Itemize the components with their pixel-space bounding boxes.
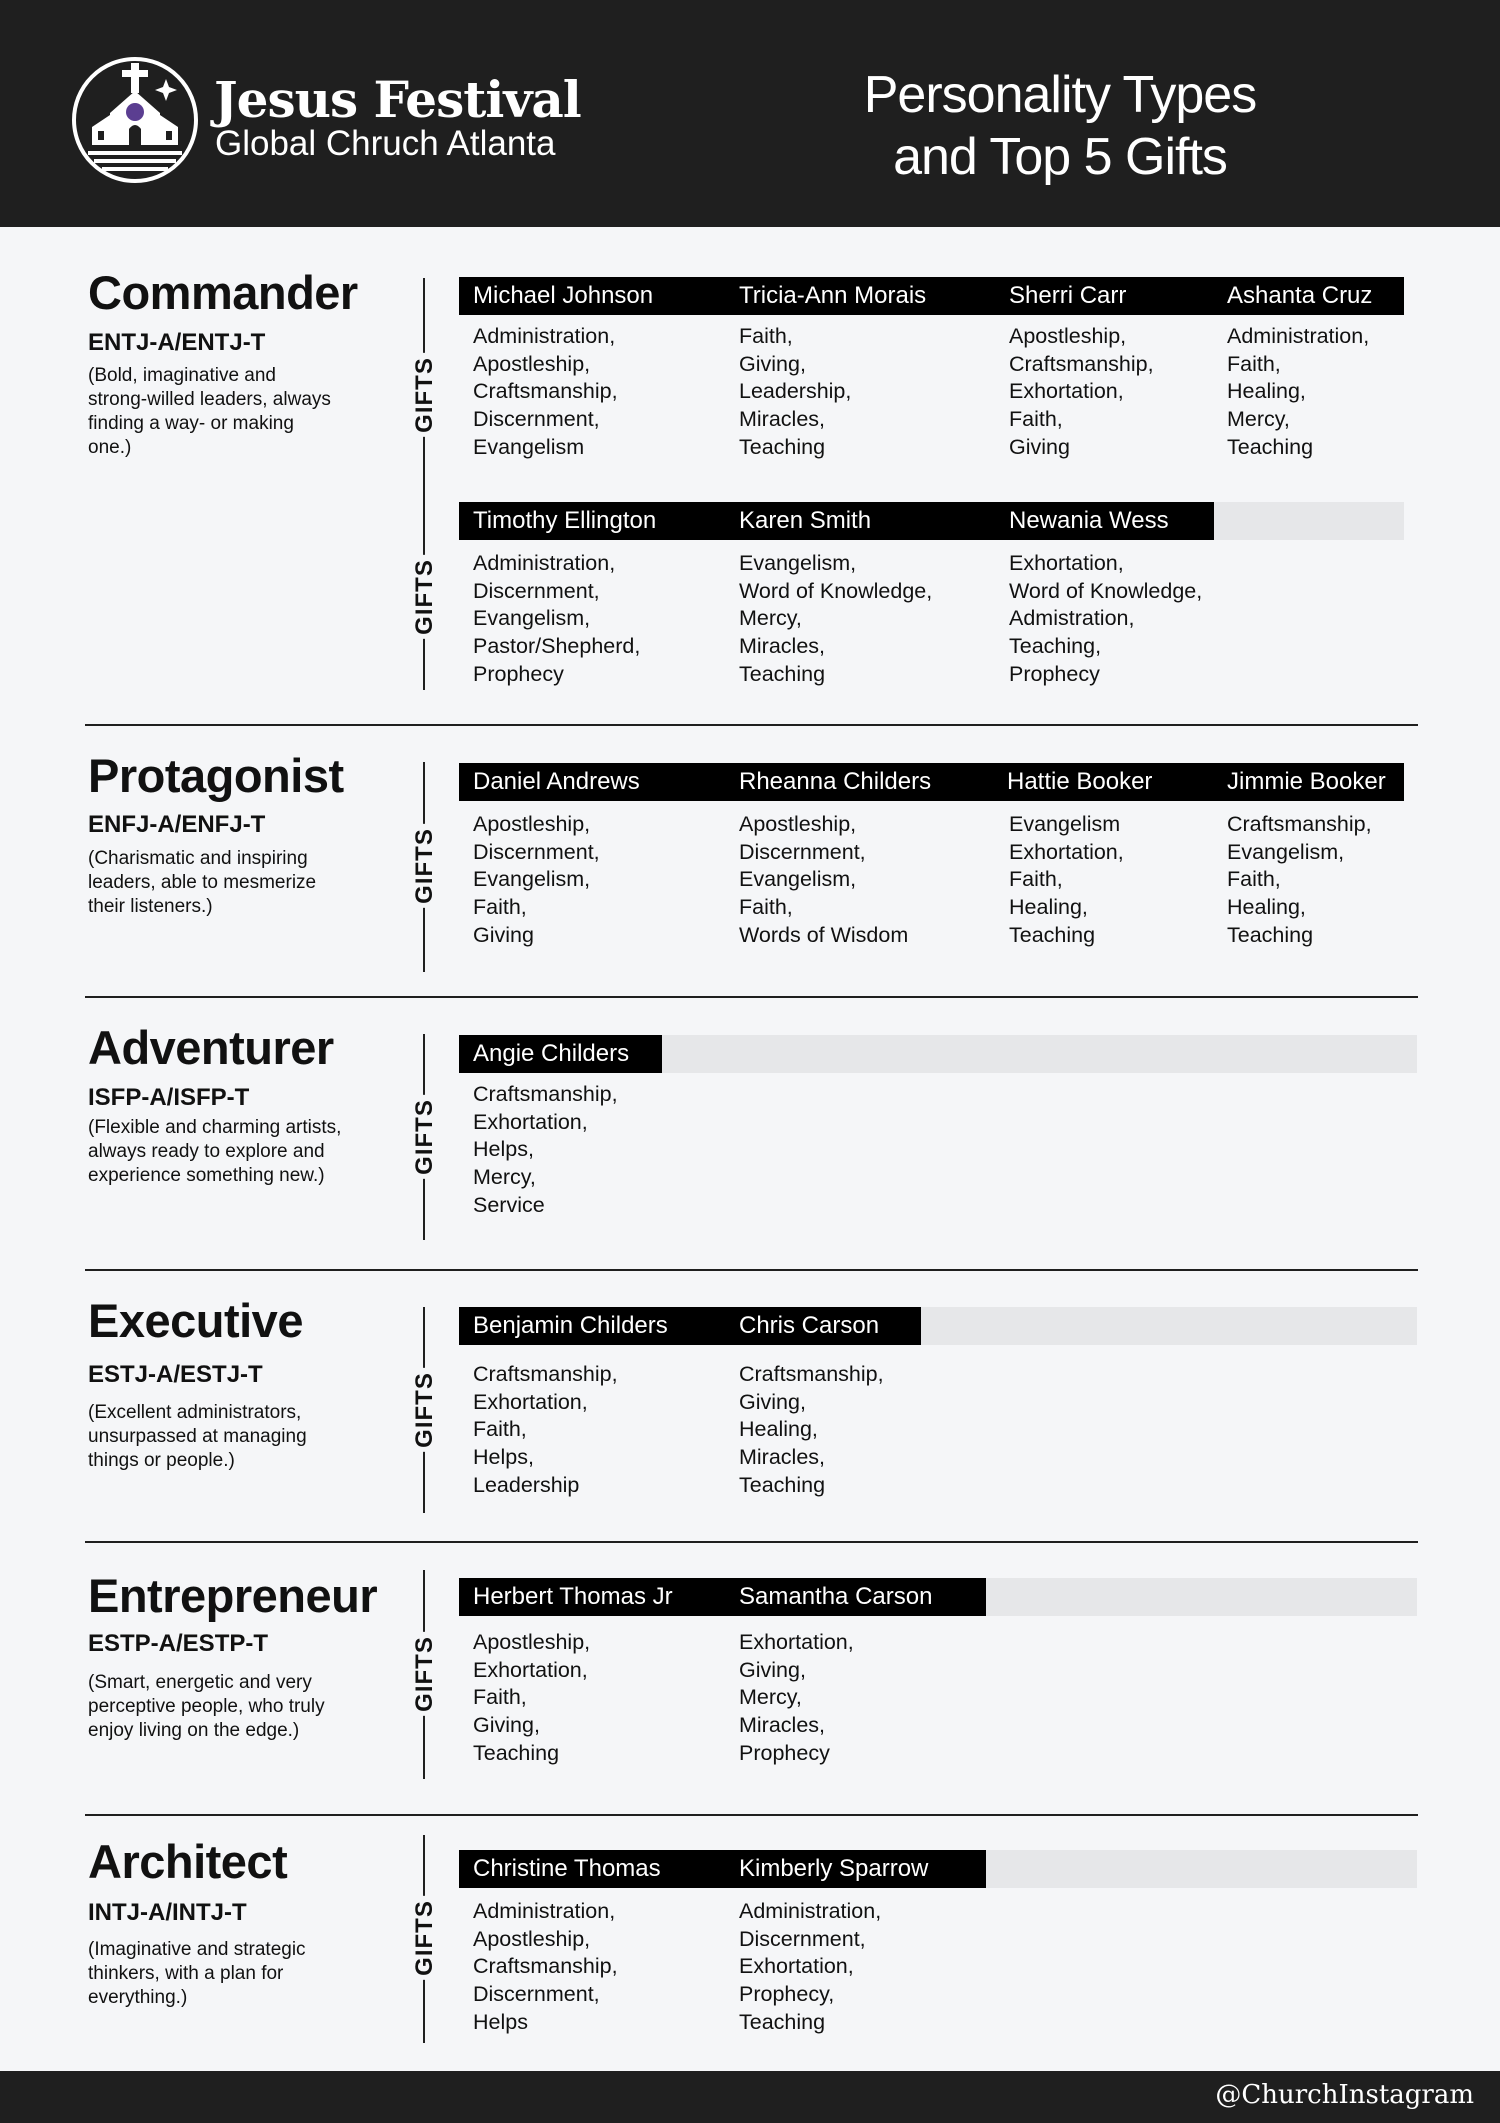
type-code: ENTJ-A/ENTJ-T: [88, 329, 266, 356]
section-separator: [85, 1269, 1418, 1271]
gifts-label: GIFTS: [405, 826, 445, 906]
person-name: Benjamin Childers: [473, 1312, 668, 1339]
gift-list: Administration, Apostleship, Craftsmanship, Discernment, Helps: [473, 1899, 618, 2034]
type-name: Adventurer: [88, 1021, 334, 1074]
person-name: Daniel Andrews: [473, 768, 640, 795]
brand-subtitle: Global Chruch Atlanta: [215, 124, 556, 163]
type-name: Protagonist: [88, 749, 344, 802]
type-description: (Bold, imaginative and strong-willed leaders, always finding a way- or making one.): [88, 365, 331, 458]
section-separator: [85, 724, 1418, 726]
gifts-label: GIFTS: [405, 1898, 445, 1978]
page-title-line-1: Personality Types: [863, 66, 1257, 124]
person-name: Chris Carson: [739, 1312, 880, 1339]
type-description: (Flexible and charming artists, always ready to explore and experience something new.): [88, 1117, 342, 1186]
person-name: Kimberly Sparrow: [739, 1855, 929, 1882]
type-description: (Smart, energetic and very perceptive people, who truly enjoy living on the edge.): [88, 1672, 325, 1741]
footer: [0, 2071, 1500, 2123]
type-code: ESTP-A/ESTP-T: [88, 1630, 269, 1657]
person-name: Sherri Carr: [1009, 282, 1127, 309]
section-separator: [85, 996, 1418, 998]
gift-list: Apostleship, Craftsmanship, Exhortation, Faith, Giving: [1009, 324, 1154, 459]
gifts-label: GIFTS: [405, 557, 445, 637]
gifts-label: GIFTS: [405, 355, 445, 435]
gift-list: Administration, Discernment, Exhortation, Prophecy, Teaching: [739, 1899, 882, 2034]
gift-list: Craftsmanship, Evangelism, Faith, Healing, Teaching: [1227, 812, 1372, 947]
gift-list: Exhortation, Giving, Mercy, Miracles, Prophecy: [739, 1630, 854, 1765]
person-name: Hattie Booker: [1007, 768, 1153, 795]
type-description: (Imaginative and strategic thinkers, with a plan for everything.): [88, 1939, 306, 2008]
person-name: Samantha Carson: [739, 1583, 933, 1610]
gift-list: Craftsmanship, Exhortation, Helps, Mercy, Service: [473, 1082, 618, 1217]
brand-title: Jesus Festival: [214, 70, 581, 129]
gift-list: Apostleship, Discernment, Evangelism, Faith, Giving: [473, 812, 600, 947]
person-name: Angie Childers: [473, 1040, 630, 1067]
header: [0, 0, 1500, 227]
page-title-line-2: and Top 5 Gifts: [893, 128, 1227, 186]
type-code: INTJ-A/INTJ-T: [88, 1899, 247, 1926]
person-name: Herbert Thomas Jr: [473, 1583, 673, 1610]
person-name: Rheanna Childers: [739, 768, 932, 795]
social-handle: @ChurchInstagram: [1215, 2080, 1474, 2110]
person-name: Karen Smith: [739, 507, 872, 534]
person-name: Ashanta Cruz: [1227, 282, 1373, 309]
person-name: Michael Johnson: [473, 282, 654, 309]
person-name: Tricia-Ann Morais: [739, 282, 927, 309]
gift-list: Exhortation, Word of Knowledge, Admistration, Teaching, Prophecy: [1009, 551, 1203, 686]
section-separator: [85, 1541, 1418, 1543]
gift-list: Administration, Discernment, Evangelism, Pastor/Shepherd, Prophecy: [473, 551, 641, 686]
type-name: Architect: [88, 1835, 288, 1888]
gift-list: Apostleship, Discernment, Evangelism, Faith, Words of Wisdom: [739, 812, 909, 947]
gift-list: Evangelism Exhortation, Faith, Healing, Teaching: [1009, 812, 1124, 947]
person-name: Timothy Ellington: [473, 507, 657, 534]
section-separator: [85, 1814, 1418, 1816]
gift-list: Craftsmanship, Exhortation, Faith, Helps, Leadership: [473, 1362, 618, 1497]
type-description: (Excellent administrators, unsurpassed at managing things or people.): [88, 1402, 307, 1471]
person-name: Jimmie Booker: [1227, 768, 1386, 795]
type-code: ESTJ-A/ESTJ-T: [88, 1361, 263, 1388]
type-name: Executive: [88, 1294, 303, 1347]
person-name: Newania Wess: [1009, 507, 1169, 534]
gift-list: Craftsmanship, Giving, Healing, Miracles, Teaching: [739, 1362, 884, 1497]
gifts-label: GIFTS: [405, 1097, 445, 1177]
person-name: Christine Thomas: [473, 1855, 661, 1882]
type-description: (Charismatic and inspiring leaders, able to mesmerize their listeners.): [88, 848, 317, 917]
gift-list: Faith, Giving, Leadership, Miracles, Teaching: [739, 324, 852, 459]
gifts-label: GIFTS: [405, 1634, 445, 1714]
gift-list: Evangelism, Word of Knowledge, Mercy, Miracles, Teaching: [739, 551, 933, 686]
gift-list: Administration, Faith, Healing, Mercy, Teaching: [1227, 324, 1370, 459]
type-code: ENFJ-A/ENFJ-T: [88, 811, 266, 838]
type-name: Commander: [88, 266, 358, 319]
gift-list: Apostleship, Exhortation, Faith, Giving, Teaching: [473, 1630, 591, 1765]
gift-list: Administration, Apostleship, Craftsmanship, Discernment, Evangelism: [473, 324, 618, 459]
type-name: Entrepreneur: [88, 1569, 378, 1622]
church-icon: [70, 55, 200, 185]
type-code: ISFP-A/ISFP-T: [88, 1084, 250, 1111]
page-title: [800, 64, 1320, 188]
gifts-label: GIFTS: [405, 1370, 445, 1450]
